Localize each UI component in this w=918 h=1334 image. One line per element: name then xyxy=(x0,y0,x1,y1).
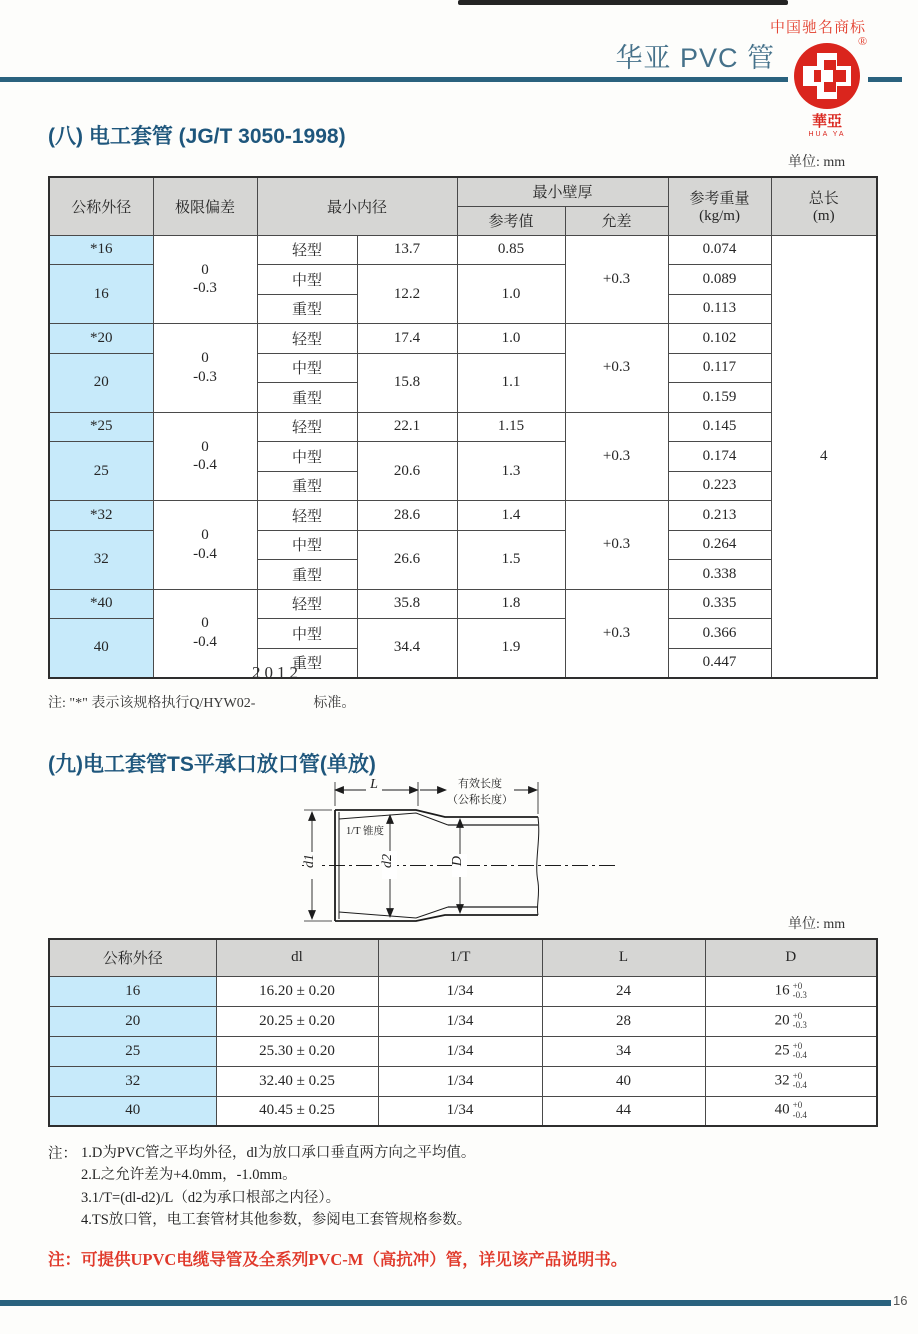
pipe-socket-diagram xyxy=(268,770,638,928)
col-header-total-length: 总长 (m) xyxy=(771,177,877,235)
col-header-l: L xyxy=(542,939,705,976)
tolerance-cell: 0 -0.3 xyxy=(153,324,257,413)
col-header-tolerance: 极限偏差 xyxy=(153,177,257,235)
type-cell: 轻型 xyxy=(257,589,357,619)
dim-label-l: L xyxy=(370,777,378,792)
table-row: 16 中型 12.2 1.0 0.089 xyxy=(49,265,877,295)
unit-label-table2: 单位: mm xyxy=(788,917,846,932)
table-row: 重型 0.159 xyxy=(49,383,877,413)
od-cell: *32 xyxy=(49,501,153,531)
od-cell: 25 xyxy=(49,1036,216,1066)
col-header-dl: dl xyxy=(216,939,378,976)
table-row: *20 0 -0.3 轻型 17.4 1.0 +0.3 0.102 xyxy=(49,324,877,354)
type-cell: 轻型 xyxy=(257,501,357,531)
note-line: 3.1/T=(dl-d2)/L（d2为承口根部之内径）。 xyxy=(81,1189,341,1206)
page-number: 16 xyxy=(893,1293,908,1308)
d-tolerance-cell: 40 +0 -0.4 xyxy=(705,1096,877,1126)
col-header-d: D xyxy=(705,939,877,976)
d-tolerance-cell: 20 +0 -0.3 xyxy=(705,1006,877,1036)
brand-title: 华亚 PVC 管 xyxy=(615,43,775,73)
trademark-label: 中国驰名商标 xyxy=(770,19,867,36)
table-row: *16 0 -0.3 轻型 13.7 0.85 +0.3 0.074 4 xyxy=(49,235,877,265)
dim-label-big-d: D xyxy=(450,855,465,867)
table-row: 重型 0.338 xyxy=(49,560,877,590)
table-row: 20 中型 15.8 1.1 0.117 xyxy=(49,353,877,383)
section-9-title: (九)电工套管TS平承口放口管(单放) xyxy=(48,753,376,776)
type-cell: 重型 xyxy=(257,471,357,501)
huaya-logo-icon xyxy=(788,40,868,138)
type-cell: 重型 xyxy=(257,383,357,413)
col-header-od: 公称外径 xyxy=(49,939,216,976)
registered-mark: ® xyxy=(858,34,868,48)
type-cell: 重型 xyxy=(257,648,357,678)
od-cell: 32 xyxy=(49,530,153,589)
note-line: 2.L之允许差为+4.0mm，-1.0mm。 xyxy=(81,1167,297,1184)
od-cell: *16 xyxy=(49,235,153,265)
od-cell: 16 xyxy=(49,976,216,1006)
note-line: 1.D为PVC管之平均外径，dl为放口承口垂直两方向之平均值。 xyxy=(81,1145,476,1161)
table-row: *32 0 -0.4 轻型 28.6 1.4 +0.3 0.213 xyxy=(49,501,877,531)
notes-prefix: 注： xyxy=(48,1146,77,1162)
type-cell: 轻型 xyxy=(257,235,357,265)
od-cell: 20 xyxy=(49,1006,216,1036)
table-row: *40 0 -0.4 轻型 35.8 1.8 +0.3 0.335 xyxy=(49,589,877,619)
od-cell: 16 xyxy=(49,265,153,324)
col-header-ref-value: 参考值 xyxy=(457,206,565,235)
table-row: 32 32.40 ± 0.25 1/34 40 32 +0 -0.4 xyxy=(49,1066,877,1096)
table-row: 重型 0.447 xyxy=(49,648,877,678)
tolerance-cell: 0 -0.4 xyxy=(153,589,257,678)
d-tolerance-cell: 25 +0 -0.4 xyxy=(705,1036,877,1066)
type-cell: 重型 xyxy=(257,560,357,590)
header-divider-right xyxy=(868,77,902,82)
table-row: *25 0 -0.4 轻型 22.1 1.15 +0.3 0.145 xyxy=(49,412,877,442)
socket-spec-table xyxy=(48,938,878,1127)
type-cell: 轻型 xyxy=(257,324,357,354)
scan-artifact-strip xyxy=(458,0,788,5)
col-header-ref-weight: 参考重量 (kg/m) xyxy=(668,177,771,235)
od-cell: *40 xyxy=(49,589,153,619)
table1-note: 注: "*" 表示该规格执行Q/HYW02- 标准。 xyxy=(48,696,356,711)
type-cell: 中型 xyxy=(257,619,357,649)
dim-label-d2: d2 xyxy=(380,854,395,868)
tolerance-cell: 0 -0.3 xyxy=(153,235,257,324)
dim-label-nominal-length: （公称长度） xyxy=(447,794,513,806)
note-insert-2012: 2012 xyxy=(252,663,302,682)
taper-label: 1/T 锥度 xyxy=(346,826,385,837)
section-8-title: (八) 电工套管 (JG/T 3050-1998) xyxy=(48,125,346,148)
dim-label-effective-length: 有效长度 xyxy=(458,778,502,790)
dim-label-d1: d1 xyxy=(302,854,317,868)
note-line: 4.TS放口管，电工套管材其他参数，参阅电工套管规格参数。 xyxy=(81,1212,472,1229)
col-header-min-wall: 最小壁厚 xyxy=(457,177,668,206)
type-cell: 中型 xyxy=(257,265,357,295)
table-row: 重型 0.113 xyxy=(49,294,877,324)
type-cell: 中型 xyxy=(257,530,357,560)
footer-divider xyxy=(0,1300,891,1306)
table-row: 16 16.20 ± 0.20 1/34 24 16 +0 -0.3 xyxy=(49,976,877,1006)
table-row: 32 中型 26.6 1.5 0.264 xyxy=(49,530,877,560)
conduit-spec-table xyxy=(48,176,878,679)
od-cell: *20 xyxy=(49,324,153,354)
type-cell: 中型 xyxy=(257,353,357,383)
d-tolerance-cell: 32 +0 -0.4 xyxy=(705,1066,877,1096)
tolerance-cell: 0 -0.4 xyxy=(153,412,257,501)
availability-note: 注：可提供UPVC电缆导管及全系列PVC-M（高抗冲）管，详见该产品说明书。 xyxy=(48,1250,628,1269)
table-row: 重型 0.223 xyxy=(49,471,877,501)
table-row: 25 中型 20.6 1.3 0.174 xyxy=(49,442,877,472)
d-tolerance-cell: 16 +0 -0.3 xyxy=(705,976,877,1006)
table-row: 40 40.45 ± 0.25 1/34 44 40 +0 -0.4 xyxy=(49,1096,877,1126)
type-cell: 重型 xyxy=(257,294,357,324)
total-length-cell: 4 xyxy=(771,235,877,678)
logo-cn-text: 華亞 xyxy=(811,113,843,130)
tolerance-cell: 0 -0.4 xyxy=(153,501,257,590)
od-cell: 20 xyxy=(49,353,153,412)
od-cell: 40 xyxy=(49,1096,216,1126)
col-header-allowance: 允差 xyxy=(565,206,668,235)
col-header-min-id: 最小内径 xyxy=(257,177,457,235)
logo-en-text: HUA YA xyxy=(808,131,846,138)
od-cell: 25 xyxy=(49,442,153,501)
table-row: 40 中型 34.4 1.9 0.366 xyxy=(49,619,877,649)
table2-notes xyxy=(48,1142,768,1232)
od-cell: 40 xyxy=(49,619,153,678)
type-cell: 轻型 xyxy=(257,412,357,442)
od-cell: *25 xyxy=(49,412,153,442)
unit-label-table1: 单位: mm xyxy=(788,155,846,170)
od-cell: 32 xyxy=(49,1066,216,1096)
header-divider-left xyxy=(0,77,788,82)
col-header-1t: 1/T xyxy=(378,939,542,976)
type-cell: 中型 xyxy=(257,442,357,472)
col-header-od: 公称外径 xyxy=(49,177,153,235)
table-row: 25 25.30 ± 0.20 1/34 34 25 +0 -0.4 xyxy=(49,1036,877,1066)
table-row: 20 20.25 ± 0.20 1/34 28 20 +0 -0.3 xyxy=(49,1006,877,1036)
